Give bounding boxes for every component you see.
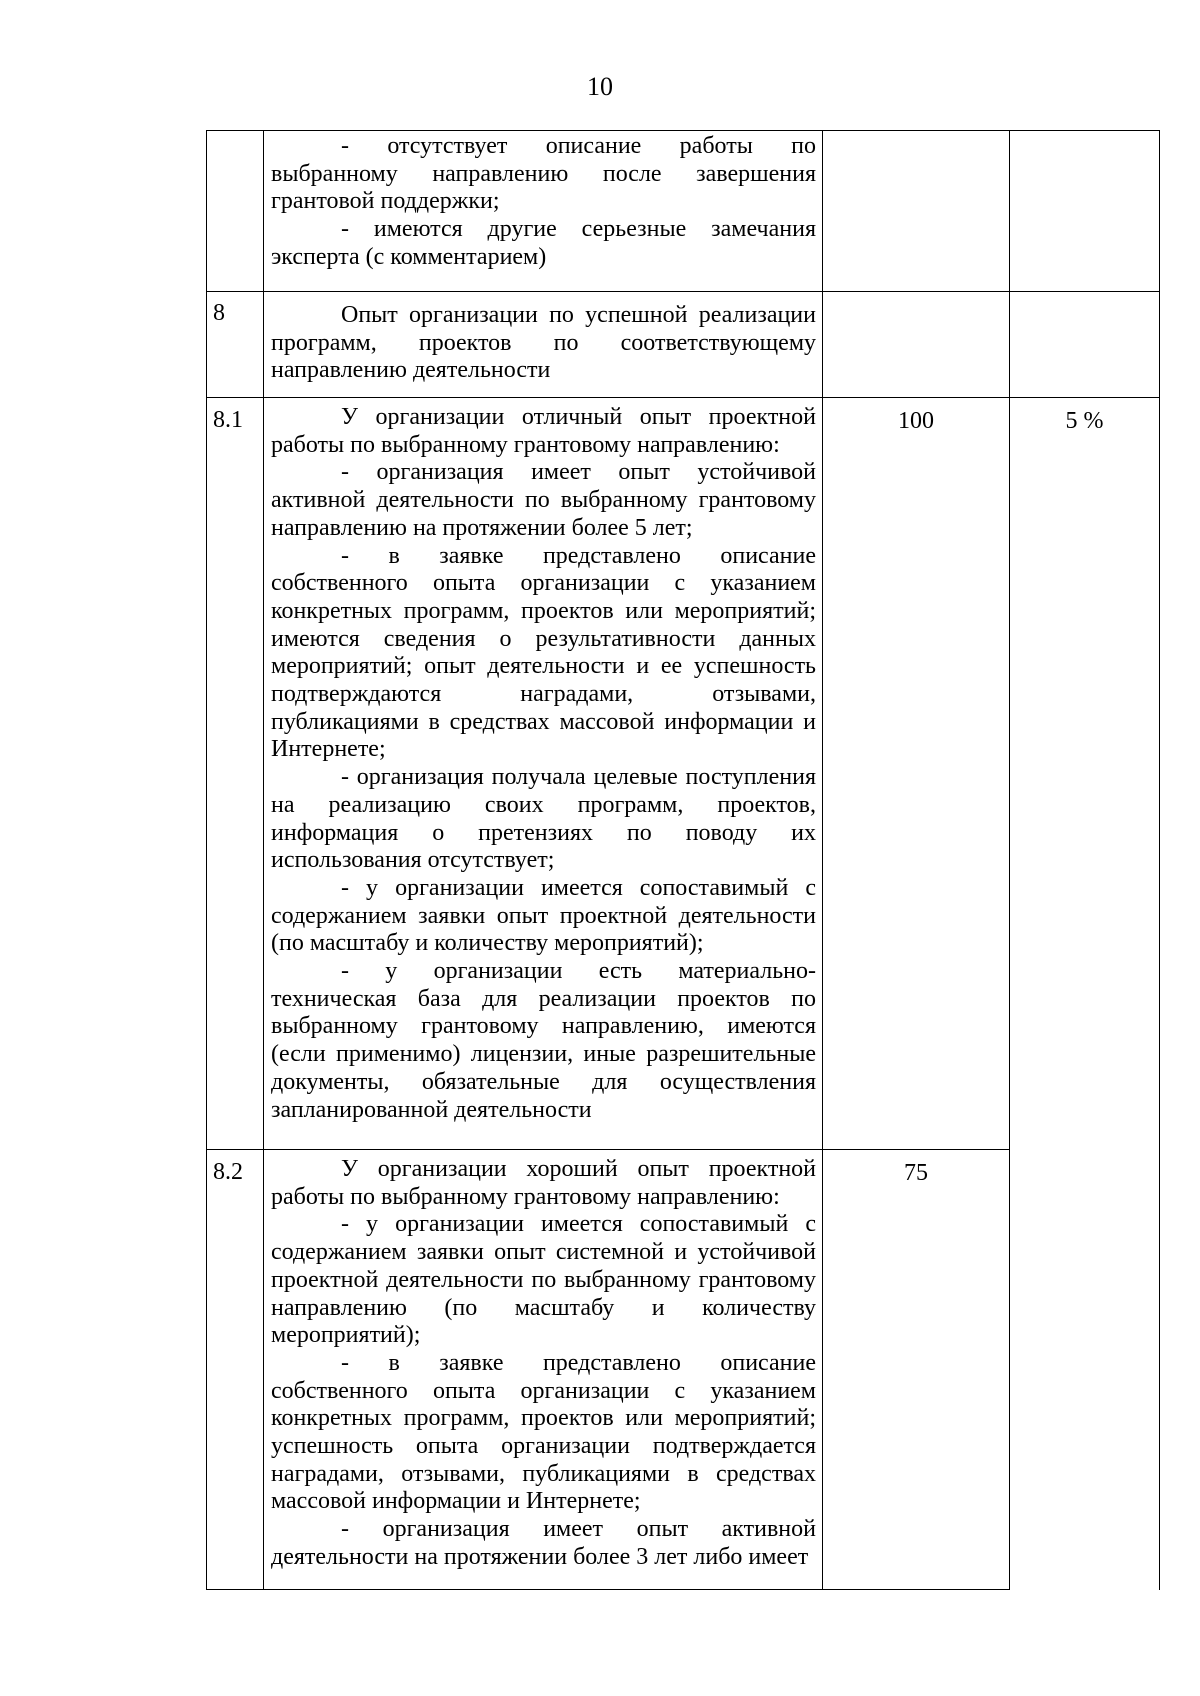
- row-score: [823, 292, 1010, 398]
- page-number: 10: [587, 72, 613, 101]
- row-score: [823, 131, 1010, 292]
- row-paragraph: - организация имеет опыт устойчивой активной деятельности по выбранному грантовому направлению на протяжении более 5 лет;: [271, 459, 816, 541]
- row-weight: 5 %: [1010, 398, 1160, 1590]
- row-paragraph: - имеются другие серьезные замечания эксперта (с комментарием): [271, 216, 816, 270]
- row-paragraph: - у организации имеется сопоставимый с содержанием заявки опыт системной и устойчивой проектной деятельности по выбранному грантовому направлению (по масштабу и количеству мероприятий);: [271, 1211, 816, 1349]
- table-row: [207, 292, 1160, 398]
- row-score: 100: [823, 398, 1010, 1150]
- criteria-table: [206, 130, 1160, 1590]
- row-description: [264, 292, 823, 398]
- table-row: [207, 131, 1160, 292]
- row-score: 75: [823, 1150, 1010, 1590]
- row-number: 8.2: [207, 1150, 264, 1590]
- row-paragraph: У организации отличный опыт проектной работы по выбранному грантовому направлению:: [271, 404, 816, 458]
- row-number: 8.1: [207, 398, 264, 1150]
- row-number: [207, 131, 264, 292]
- row-paragraph: - организация получала целевые поступления на реализацию своих программ, проектов, информация о претензиях по поводу их использования отсутствует;: [271, 764, 816, 874]
- row-weight: [1010, 292, 1160, 398]
- table-row: [207, 398, 1160, 1150]
- row-description: [264, 398, 823, 1150]
- row-paragraph: - у организации имеется сопоставимый с содержанием заявки опыт проектной деятельности (по масштабу и количеству мероприятий);: [271, 874, 816, 957]
- row-description: [264, 131, 823, 292]
- row-paragraph: - организация имеет опыт активной деятельности на протяжении более 3 лет либо имеет: [271, 1516, 816, 1570]
- row-paragraph: - отсутствует описание работы по выбранному направлению после завершения грантовой поддержки;: [271, 133, 816, 215]
- row-paragraph: У организации хороший опыт проектной работы по выбранному грантовому направлению:: [271, 1156, 816, 1210]
- row-paragraph: - в заявке представлено описание собственного опыта организации с указанием конкретных программ, проектов или мероприятий; успешность опыта организации подтверждается наградами, отзывами, публикациями в средствах массовой информации и Интернете;: [271, 1349, 816, 1515]
- row-paragraph: - в заявке представлено описание собственного опыта организации с указанием конкретных программ, проектов или мероприятий; имеются сведения о результативности данных мероприятий; опыт деятельности и ее успешность подтверждаются наградами, отзывами, публикациями в средствах массовой информации и Интернете;: [271, 542, 816, 763]
- row-number: 8: [207, 292, 264, 398]
- row-paragraph: Опыт организации по успешной реализации программ, проектов по соответствующему направлению деятельности: [271, 302, 816, 384]
- row-description: [264, 1150, 823, 1590]
- row-weight: [1010, 131, 1160, 292]
- row-paragraph: - у организации есть материально-техническая база для реализации проектов по выбранному грантовому направлению, имеются (если применимо) лицензии, иные разрешительные документы, обязательные для осуществления запланированной деятельности: [271, 958, 816, 1123]
